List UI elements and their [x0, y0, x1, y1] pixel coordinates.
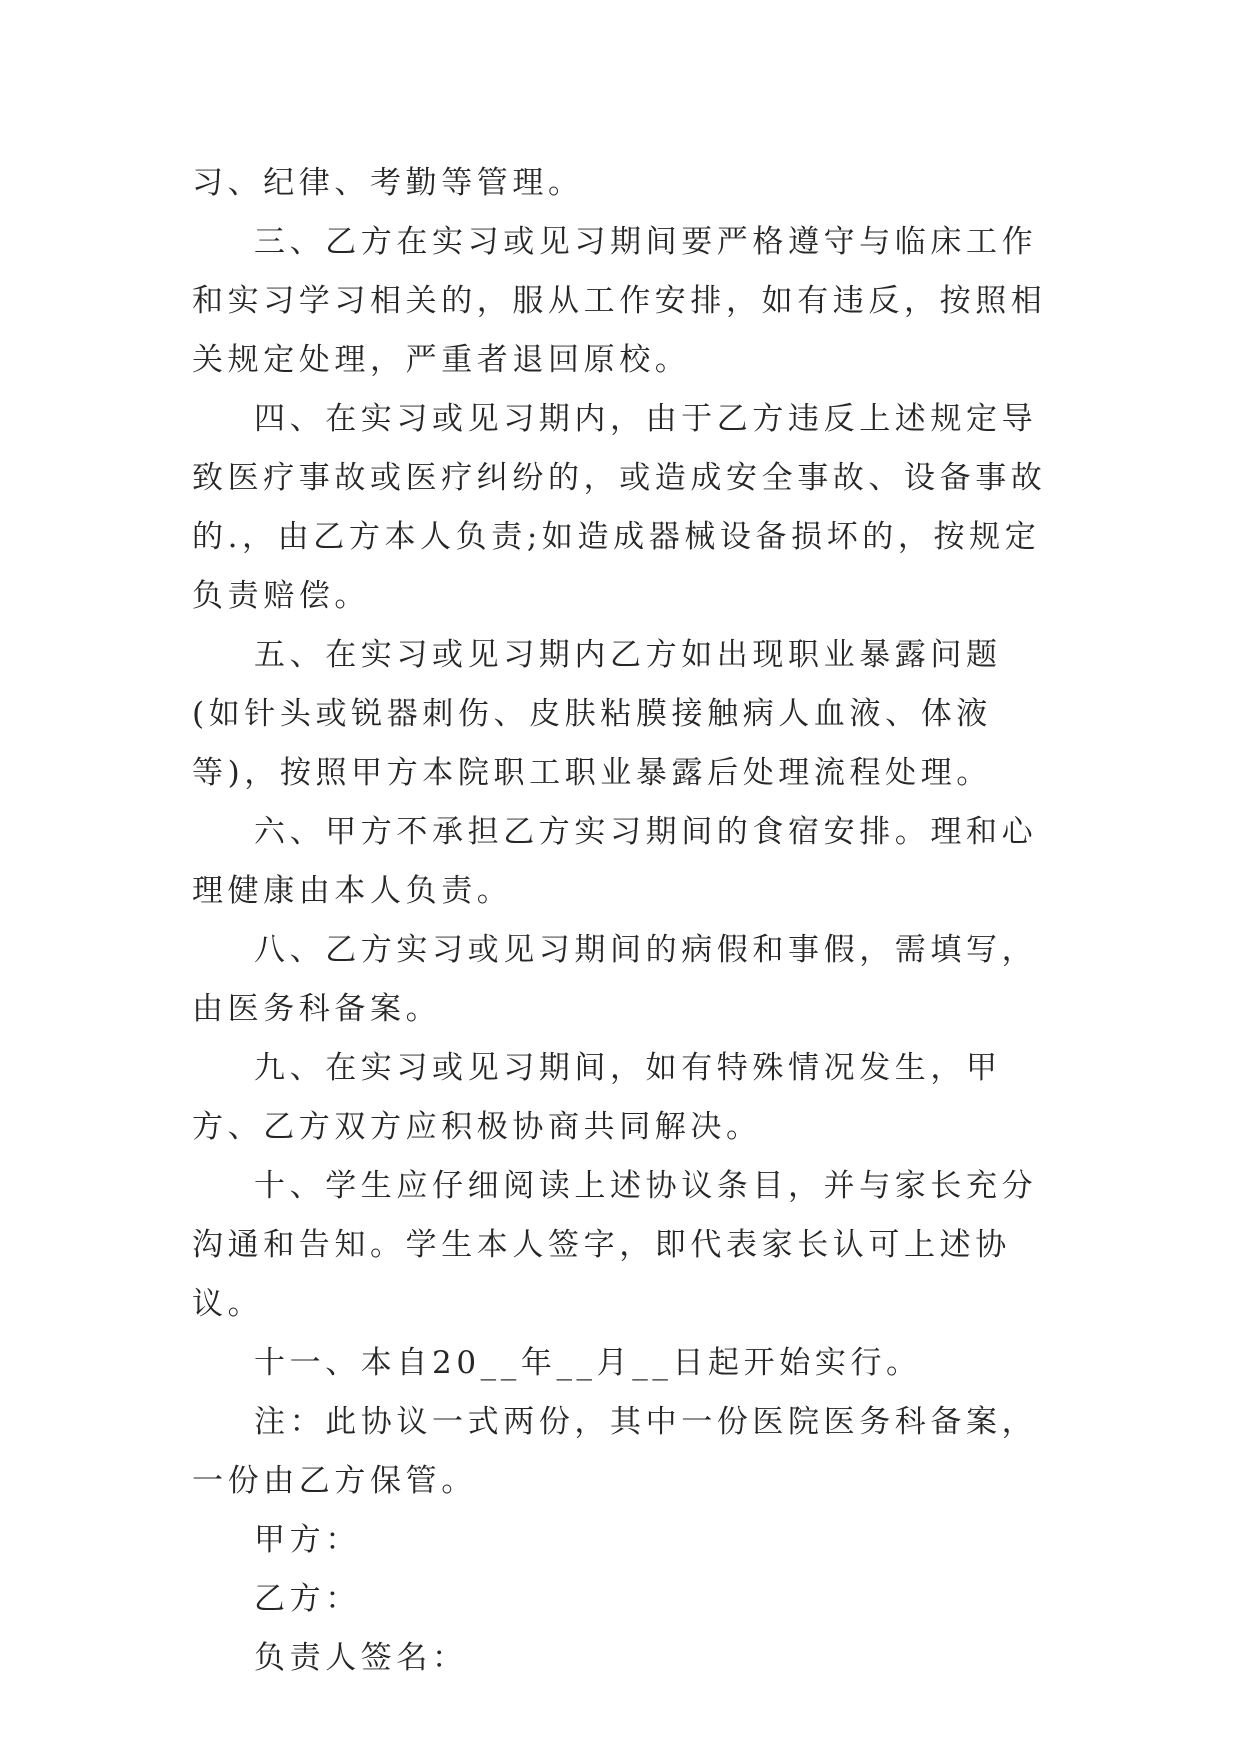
- paragraph-note: 注：此协议一式两份，其中一份医院医务科备案，一份由乙方保管。: [192, 1404, 1038, 1499]
- paragraph-clause-10: 十、学生应仔细阅读上述协议条目，并与家长充分沟通和告知。学生本人签字，即代表家长认可上述协议。: [192, 1168, 1038, 1322]
- paragraph-continuation: 习、纪律、考勤等管理。: [192, 165, 584, 201]
- signature-responsible-person: 负责人签名：: [254, 1640, 468, 1676]
- paragraph-clause-3: 三、乙方在实习或见习期间要严格遵守与临床工作和实习学习相关的，服从工作安排，如有违反，按照相关规定处理，严重者退回原校。: [192, 224, 1047, 378]
- paragraph-clause-6: 六、甲方不承担乙方实习期间的食宿安排。理和心理健康由本人负责。: [192, 814, 1038, 909]
- agreement-body: [192, 154, 1052, 1688]
- signature-party-a: 甲方：: [254, 1522, 361, 1558]
- paragraph-clause-5: 五、在实习或见习期内乙方如出现职业暴露问题(如针头或锐器刺伤、皮肤粘膜接触病人血液、体液等)，按照甲方本院职工职业暴露后处理流程处理。: [192, 637, 1002, 791]
- paragraph-clause-4: 四、在实习或见习期内，由于乙方违反上述规定导致医疗事故或医疗纠纷的，或造成安全事故、设备事故的.，由乙方本人负责;如造成器械设备损坏的，按规定负责赔偿。: [192, 401, 1047, 614]
- paragraph-clause-11: 十一、本自20__年__月__日起开始实行。: [254, 1345, 922, 1381]
- paragraph-clause-8: 八、乙方实习或见习期间的病假和事假，需填写，由医务科备案。: [192, 932, 1038, 1027]
- signature-party-b: 乙方：: [254, 1581, 361, 1617]
- paragraph-clause-9: 九、在实习或见习期间，如有特殊情况发生，甲方、乙方双方应积极协商共同解决。: [192, 1050, 1002, 1145]
